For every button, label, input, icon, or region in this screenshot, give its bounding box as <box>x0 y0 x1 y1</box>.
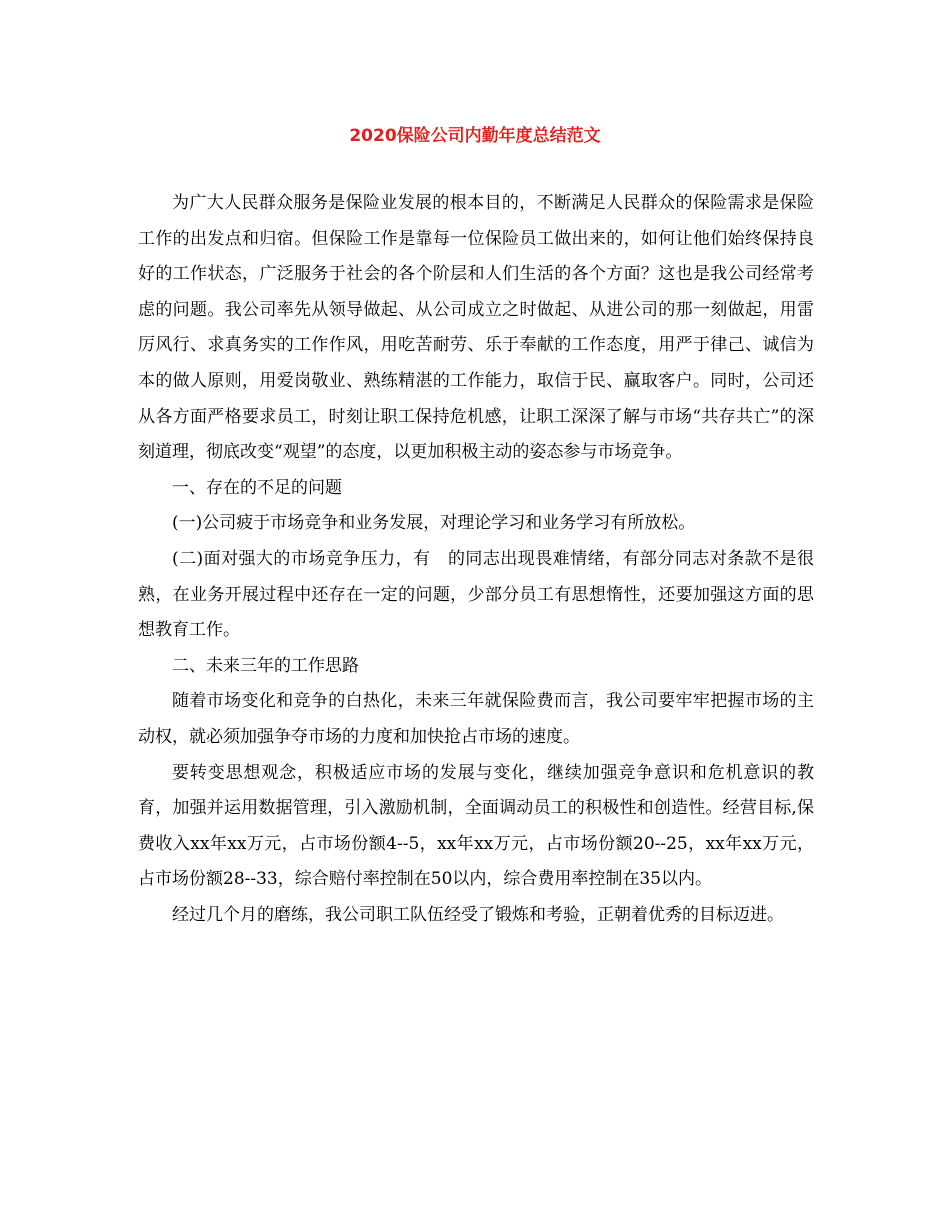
paragraph-problem-2: (二)面对强大的市场竞争压力，有 的同志出现畏难情绪，有部分同志对条款不是很熟，在业务开展过程中还存在一定的问题，少部分员工有思想惰性，还要加强这方面的思想教育工作。 <box>138 548 814 641</box>
document-body <box>138 186 814 933</box>
paragraph-problem-1: (一)公司疲于市场竞争和业务发展，对理论学习和业务学习有所放松。 <box>172 513 696 534</box>
paragraph-intro: 为广大人民群众服务是保险业发展的根本目的，不断满足人民群众的保险需求是保险工作的出发点和归宿。但保险工作是靠每一位保险员工做出来的，如何让他们始终保持良好的工作状态，广泛服务于社会的各个阶层和人们生活的各个方面？这也是我公司经常考虑的问题。我公司率先从领导做起、从公司成立之时做起、从进公司的那一刻做起，用雷厉风行、求真务实的工作作风，用吃苦耐劳、乐于奉献的工作态度，用严于律己、诚信为本的做人原则，用爱岗敬业、熟练精湛的工作能力，取信于民、赢取客户。同时，公司还从各方面严格要求员工，时刻让职工保持危机感，让职工深深了解与市场“共存共亡”的深刻道理，彻底改变“观望”的态度，以更加积极主动的姿态参与市场竞争。 <box>138 193 814 463</box>
paragraph-conclusion: 经过几个月的磨练，我公司职工队伍经受了锻炼和考验，正朝着优秀的目标迈进。 <box>172 904 784 925</box>
section-heading-problems: 一、存在的不足的问题 <box>172 477 342 498</box>
paragraph-plan-1: 随着市场变化和竞争的白热化，未来三年就保险费而言，我公司要牢牢把握市场的主动权，就必须加强争夺市场的力度和加快抢占市场的速度。 <box>138 691 814 747</box>
paragraph-plan-2: 要转变思想观念，积极适应市场的发展与变化，继续加强竞争意识和危机意识的教育，加强并运用数据管理，引入激励机制，全面调动员工的积极性和创造性。经营目标,保费收入xx年xx万元，占市场份额4--5，xx年xx万元，占市场份额20--25，xx年xx万元，占市场份额28--33，综合赔付率控制在50以内，综合费用率控制在35以内。 <box>138 762 814 890</box>
section-heading-plan: 二、未来三年的工作思路 <box>172 655 359 676</box>
document-title: 2020保险公司内勤年度总结范文 <box>349 126 601 146</box>
